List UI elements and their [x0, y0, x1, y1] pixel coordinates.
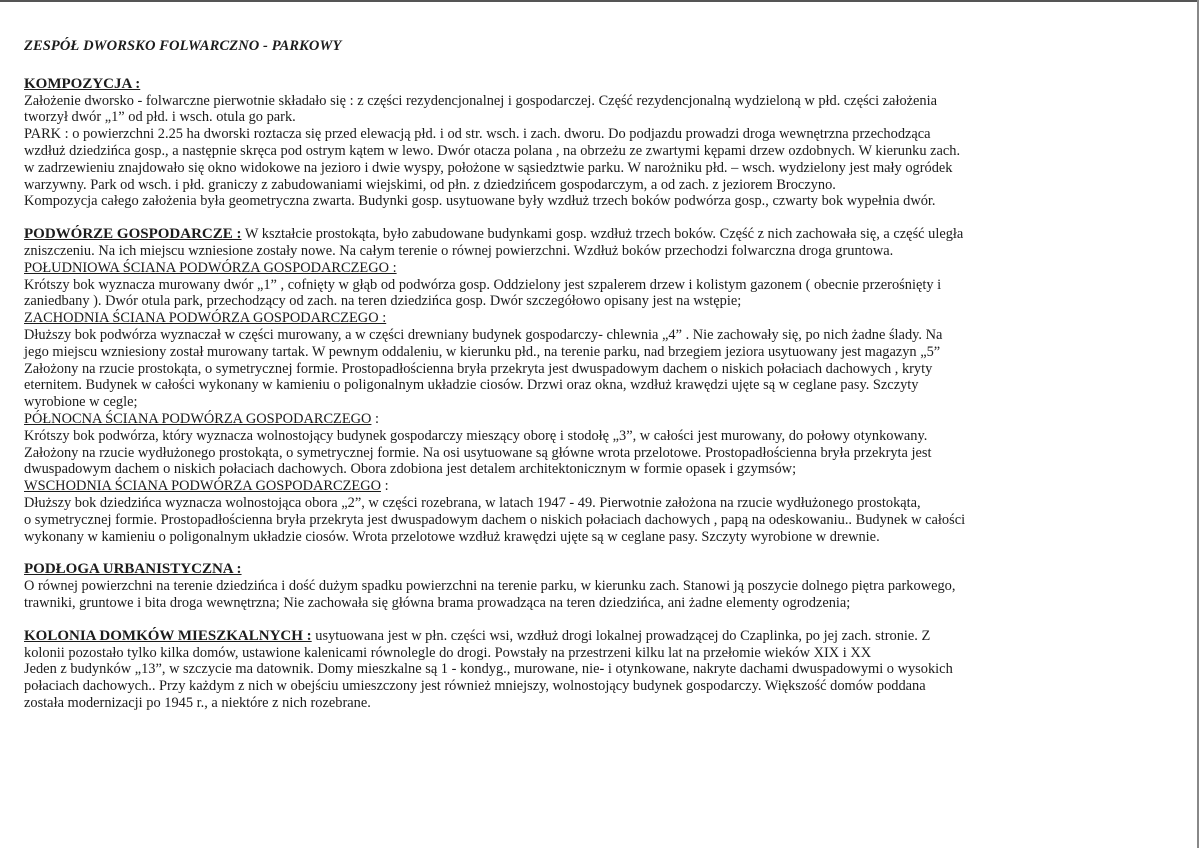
text-line: połaciach dachowych.. Przy każdym z nich w obejściu umieszczony jest również mniejszy, wolnostojący budynek gospodarczy. Większość domów poddana	[24, 678, 926, 695]
text-line: Kompozycja całego założenia była geometryczna zwarta. Budynki gosp. usytuowane były wzdłuż trzech boków podwórza gosp., czwarty bok wypełnia dwór.	[24, 193, 936, 210]
text-line: wzdłuż dziedzińca gosp., a następnie skręca pod ostrym kątem w lewo. Dwór otacza polana , na obrzeżu ze zwartymi kępami drzew ozdobnych. W kierunku zach.	[24, 142, 961, 159]
subheading-suffix: :	[371, 410, 380, 427]
text-line: Jeden z budynków „13”, w szczycie ma datownik. Domy mieszkalne są 1 - kondyg., murowane, nie- i otynkowane, nakryte dachami dwuspadowymi o wysokich	[24, 661, 953, 678]
text-line: została modernizacji po 1945 r., a niektóre z nich rozebrane.	[24, 694, 371, 711]
text-line: o symetrycznej formie. Prostopadłościenna bryła przekryta jest dwuspadowym dachem o niskich połaciach dachowych , papą na odeskowaniu.. Budynek w całości	[24, 511, 966, 528]
subheading-wschodnia-line	[24, 478, 1186, 495]
scan-edge-top	[0, 0, 1199, 2]
subheading-poludniowa: POŁUDNIOWA ŚCIANA PODWÓRZA GOSPODARCZEGO :	[24, 259, 397, 276]
subheading-polnocna: PÓŁNOCNA ŚCIANA PODWÓRZA GOSPODARCZEGO	[24, 410, 372, 427]
text-line: Dłuższy bok podwórza wyznaczał w części murowany, a w części drewniany budynek gospodarczy- chlewnia „4” . Nie zachowały się, po nich żadne ślady. Na	[24, 326, 943, 343]
text-line: Założony na rzucie prostokąta, o symetrycznej formie. Prostopadłościenna bryła przekryta jest dwuspadowym dachem o niskich połaciach dachowych , kryty	[24, 360, 933, 377]
subheading-zachodnia: ZACHODNIA ŚCIANA PODWÓRZA GOSPODARCZEGO :	[24, 310, 387, 327]
section-kompozycja	[24, 76, 1186, 210]
text-line: kolonii pozostało tylko kilka domów, ustawione kalenicami równolegle do drogi. Powstały na przestrzeni kilku lat na przełomie wieków XIX i XX	[24, 644, 872, 661]
section-kolonia	[24, 628, 1186, 712]
text-line: Założenie dworsko - folwarczne pierwotnie składało się : z części rezydencjonalnej i gospodarczej. Część rezydencjonalną wydzieloną w płd. części założenia	[24, 92, 937, 109]
text-line: tworzył dwór „1” od płd. i wsch. otula go park.	[24, 109, 296, 126]
document-body	[24, 38, 1186, 728]
text-line: zniszczeniu. Na ich miejscu wzniesione zostały nowe. Na całym terenie o równej powierzchni. Wzdłuż boków przechodzi folwarczna droga gruntowa.	[24, 242, 894, 259]
kolonia-intro: usytuowana jest w płn. części wsi, wzdłuż drogi lokalnej prowadzącej do Czaplinka, po jej zach. stronie. Z	[311, 627, 931, 644]
section-podloga	[24, 561, 1186, 611]
section-podworze	[24, 226, 1186, 545]
subheading-polnocna-line	[24, 411, 1186, 428]
subheading-suffix: :	[381, 478, 389, 495]
podworze-first-line	[24, 226, 1186, 243]
heading-podloga: PODŁOGA URBANISTYCZNA :	[24, 561, 242, 578]
text-line: wykonany w kamieniu o poligonalnym układzie ciosów. Wrota przelotowe wzdłuż krawędzi ujęte są w ceglane pasy. Szczyty wyrobione w drewnie.	[24, 528, 880, 545]
heading-kompozycja: KOMPOZYCJA :	[24, 75, 141, 92]
text-line: Krótszy bok wyznacza murowany dwór „1” , cofnięty w głąb od podwórza gosp. Oddzielony jest szpalerem drzew i kolistym gazonem ( obecnie przerośnięty i	[24, 276, 942, 293]
text-line: Krótszy bok podwórza, który wyznacza wolnostojący budynek gospodarczy mieszący oborę i stodołę „3”, w całości jest murowany, do połowy otynkowany.	[24, 427, 928, 444]
heading-kolonia: KOLONIA DOMKÓW MIESZKALNYCH :	[24, 627, 312, 644]
text-line: Założony na rzucie wydłużonego prostokąta, o symetrycznej formie. Na osi usytuowane są główne wrota przelotowe. Prostopadłościenna bryła przekryta jest	[24, 444, 932, 461]
kolonia-first-line	[24, 628, 1186, 645]
text-line: zaniedbany ). Dwór otula park, przechodzący od zach. na teren dziedzińca gosp. Dwór szczegółowo opisany jest na wstępie;	[24, 293, 742, 310]
text-line: trawniki, gruntowe i bita droga wewnętrzna; Nie zachowała się główna brama prowadząca na teren dziedzińca, ani żadne elementy ogrodzenia;	[24, 594, 851, 611]
text-line: w zadrzewieniu znajdowało się okno widokowe na jezioro i dwie wyspy, położone w sąsiedztwie parku. W narożniku płd. – wsch. wydzielony jest mały ogródek	[24, 159, 953, 176]
text-line: jego miejscu wzniesiony został murowany tartak. W pewnym oddaleniu, w kierunku płd., na terenie parku, nad brzegiem jeziora usytuowany jest magazyn „5”	[24, 343, 941, 360]
heading-podworze: PODWÓRZE GOSPODARCZE :	[24, 226, 242, 243]
document-title: ZESPÓŁ DWORSKO FOLWARCZNO - PARKOWY	[24, 38, 342, 54]
text-line: dwuspadowym dachem o niskich połaciach dachowych. Obora zdobiona jest detalem architektonicznym w formie opasek i gzymsów;	[24, 461, 797, 478]
text-line: Dłuższy bok dziedzińca wyznacza wolnostojąca obora „2”, w części rozebrana, w latach 1947 - 49. Pierwotnie założona na rzucie wydłużonego prostokąta,	[24, 494, 921, 511]
subheading-wschodnia: WSCHODNIA ŚCIANA PODWÓRZA GOSPODARCZEGO	[24, 478, 381, 495]
podworze-intro: W kształcie prostokąta, było zabudowane budynkami gosp. wzdłuż trzech boków. Część z nich zachowała się, a część uległa	[241, 226, 964, 243]
text-line: O równej powierzchni na terenie dziedzińca i dość dużym spadku powierzchni na terenie parku, w kierunku zach. Stanowi ją poszycie dolnego piętra parkowego,	[24, 578, 956, 595]
text-line: warzywny. Park od wsch. i płd. graniczy z zabudowaniami wiejskimi, od płn. z dziedzińcem gospodarczym, a od zach. z jeziorem Broczyno.	[24, 176, 836, 193]
text-line: PARK : o powierzchni 2.25 ha dworski roztacza się przed elewacją płd. i od str. wsch. i zach. dworu. Do podjazdu prowadzi droga wewnętrzna przechodząca	[24, 126, 931, 143]
text-line: eternitem. Budynek w całości wykonany w kamieniu o poligonalnym układzie ciosów. Drzwi oraz okna, wzdłuż krawędzi ujęte są w ceglane pasy. Szczyty	[24, 377, 919, 394]
text-line: wyrobione w cegle;	[24, 394, 138, 411]
